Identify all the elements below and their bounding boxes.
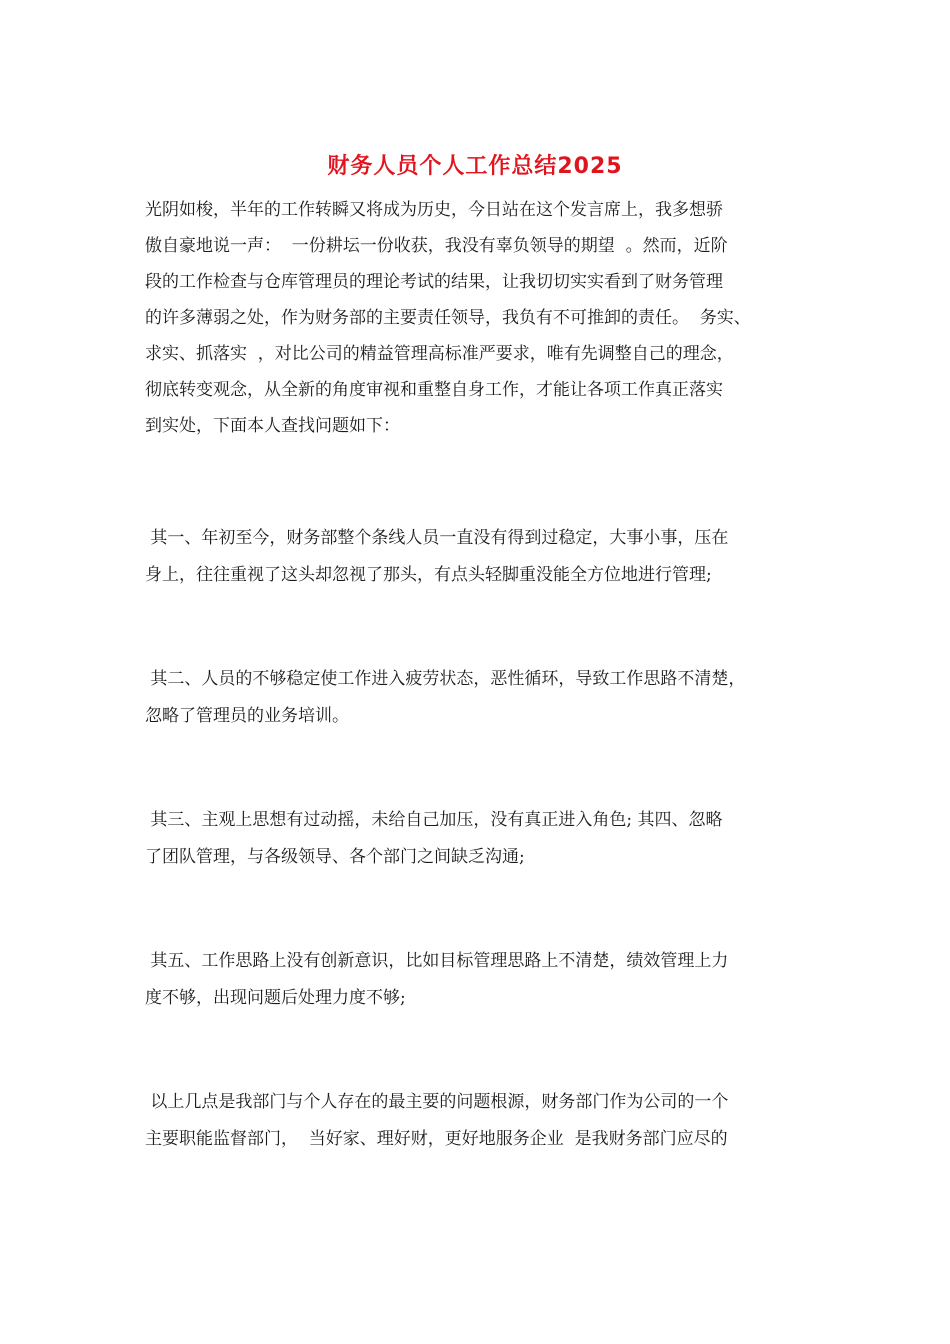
paragraph-line: 到实处，下面本人查找问题如下： bbox=[145, 416, 400, 436]
paragraph-line: 傲自豪地说一声： 一份耕坛一份收获，我没有辜负领导的期望 。然而，近阶 bbox=[145, 236, 728, 256]
paragraph-line: 以上几点是我部门与个人存在的最主要的问题根源，财务部门作为公司的一个 bbox=[145, 1092, 729, 1112]
paragraph-line: 身上，往往重视了这头却忽视了那头，有点头轻脚重没能全方位地进行管理; bbox=[145, 565, 712, 585]
paragraph-line: 段的工作检查与仓库管理员的理论考试的结果，让我切切实实看到了财务管理 bbox=[145, 272, 723, 292]
paragraph-line: 度不够，出现问题后处理力度不够; bbox=[145, 988, 406, 1008]
document-title: 财务人员个人工作总结2025 bbox=[327, 154, 623, 179]
paragraph-line: 了团队管理，与各级领导、各个部门之间缺乏沟通; bbox=[145, 847, 525, 867]
paragraph-line: 求实、抓落实 ，对比公司的精益管理高标准严要求，唯有先调整自己的理念， bbox=[145, 344, 734, 364]
paragraph-line: 其三、主观上思想有过动摇，未给自己加压，没有真正进入角色; 其四、忽略 bbox=[145, 810, 723, 830]
paragraph-line: 其二、人员的不够稳定使工作进入疲劳状态，恶性循环，导致工作思路不清楚， bbox=[145, 669, 746, 689]
paragraph-line: 光阴如梭，半年的工作转瞬又将成为历史，今日站在这个发言席上，我多想骄 bbox=[145, 200, 723, 220]
paragraph-line: 彻底转变观念，从全新的角度审视和重整自身工作，才能让各项工作真正落实 bbox=[145, 380, 723, 400]
paragraph-line: 的许多薄弱之处，作为财务部的主要责任领导，我负有不可推卸的责任。 务实、 bbox=[145, 308, 751, 328]
paragraph-line: 其一、年初至今，财务部整个条线人员一直没有得到过稳定，大事小事，压在 bbox=[145, 528, 729, 548]
paragraph-line: 主要职能监督部门， 当好家、理好财，更好地服务企业 是我财务部门应尽的 bbox=[145, 1129, 728, 1149]
paragraph-line: 忽略了管理员的业务培训。 bbox=[145, 706, 349, 726]
paragraph-line: 其五、工作思路上没有创新意识，比如目标管理思路上不清楚，绩效管理上力 bbox=[145, 951, 729, 971]
